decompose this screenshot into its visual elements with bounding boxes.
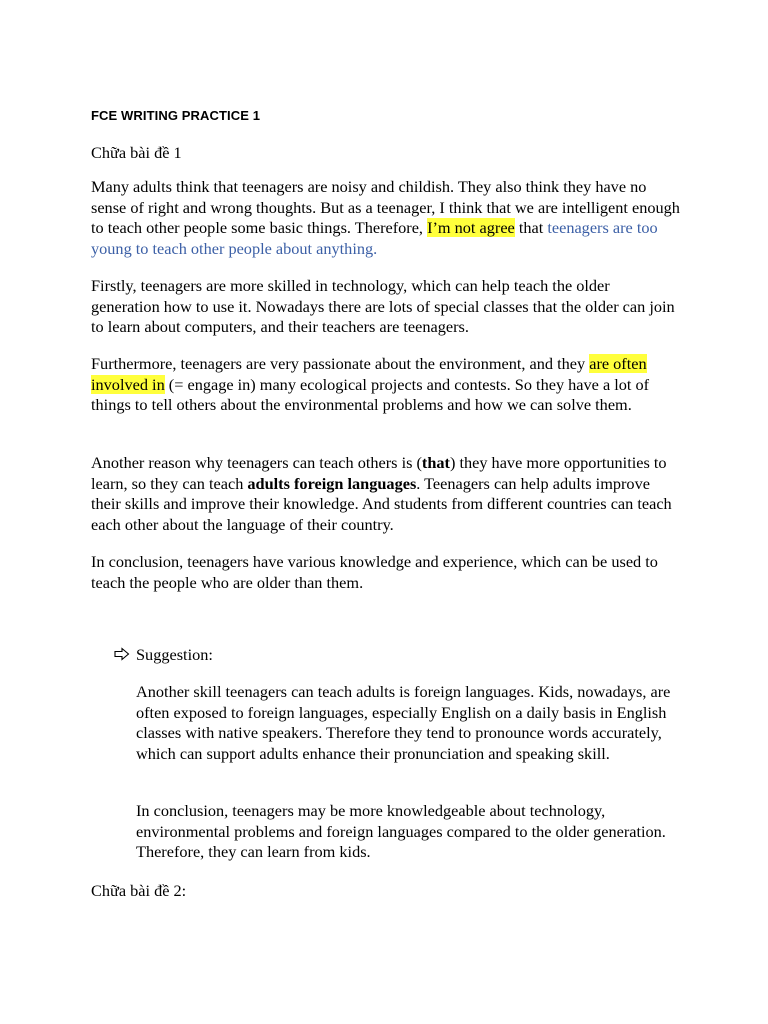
bold-adults-foreign-languages: adults foreign languages [247,473,417,493]
suggestion-paragraph-1: Another skill teenagers can teach adults is foreign languages. Kids, nowadays, are often exposed to foreign languages, especially English on a daily basis in English classes with native speakers. Therefore they tend to pronounce words accurately, which can support adults enhance their pronunciation and speaking skill. [136,682,671,764]
heading-de-2: Chữa bài đề 2: [91,881,187,900]
bold-that: that [421,453,450,472]
reason-text-3: . Teenagers can help adults improve their skills and improve their knowledge. And students from different countries can teach each other about the language of their country. [91,473,672,535]
intro-text: Many adults think that teenagers are noisy and childish. They also think they have no sense of right and wrong thoughts. But as a teenager, I think that we are intelligent enough to teach other people some basic things. Therefore, [91,177,680,238]
paragraph-conclusion: In conclusion, teenagers have various knowledge and experience, which can be used to teach the people who are older than them. [91,552,658,592]
heading-de-1: Chữa bài đề 1 [91,143,182,162]
reason-text-2: ) they have more opportunities to learn, so they can teach [91,453,667,493]
suggestion-paragraph-2: In conclusion, teenagers may be more knowledgeable about technology, environmental problems and foreign languages compared to the older generation. Therefore, they can learn from kids. [136,801,666,862]
reason-text: Another reason why teenagers can teach others is ( [91,453,422,472]
furthermore-text: Furthermore, teenagers are very passionate about the environment, and they [91,354,590,373]
arrow-right-outline-icon [113,646,131,662]
paragraph-intro [91,177,681,260]
highlight-im-not-agree: I’m not agree [427,218,515,238]
paragraph-furthermore [91,354,681,416]
highlight-are-often-involved-in: are often involved in [91,354,647,394]
document-title: FCE WRITING PRACTICE 1 [91,108,261,123]
intro-text-that: that [514,218,548,238]
furthermore-text-rest: (= engage in) many ecological projects and contests. So they have a lot of things to tell others about the environmental problems and how we can solve them. [91,374,650,415]
suggestion-label: Suggestion: [136,645,213,664]
paragraph-firstly: Firstly, teenagers are more skilled in technology, which can help teach the older generation how to use it. Nowadays there are lots of special classes that the older can join to learn about computers, and their teachers are teenagers. [91,276,675,337]
paragraph-another-reason [91,453,681,536]
blue-thesis-text: teenagers are too young to teach other people about anything. [91,218,658,259]
